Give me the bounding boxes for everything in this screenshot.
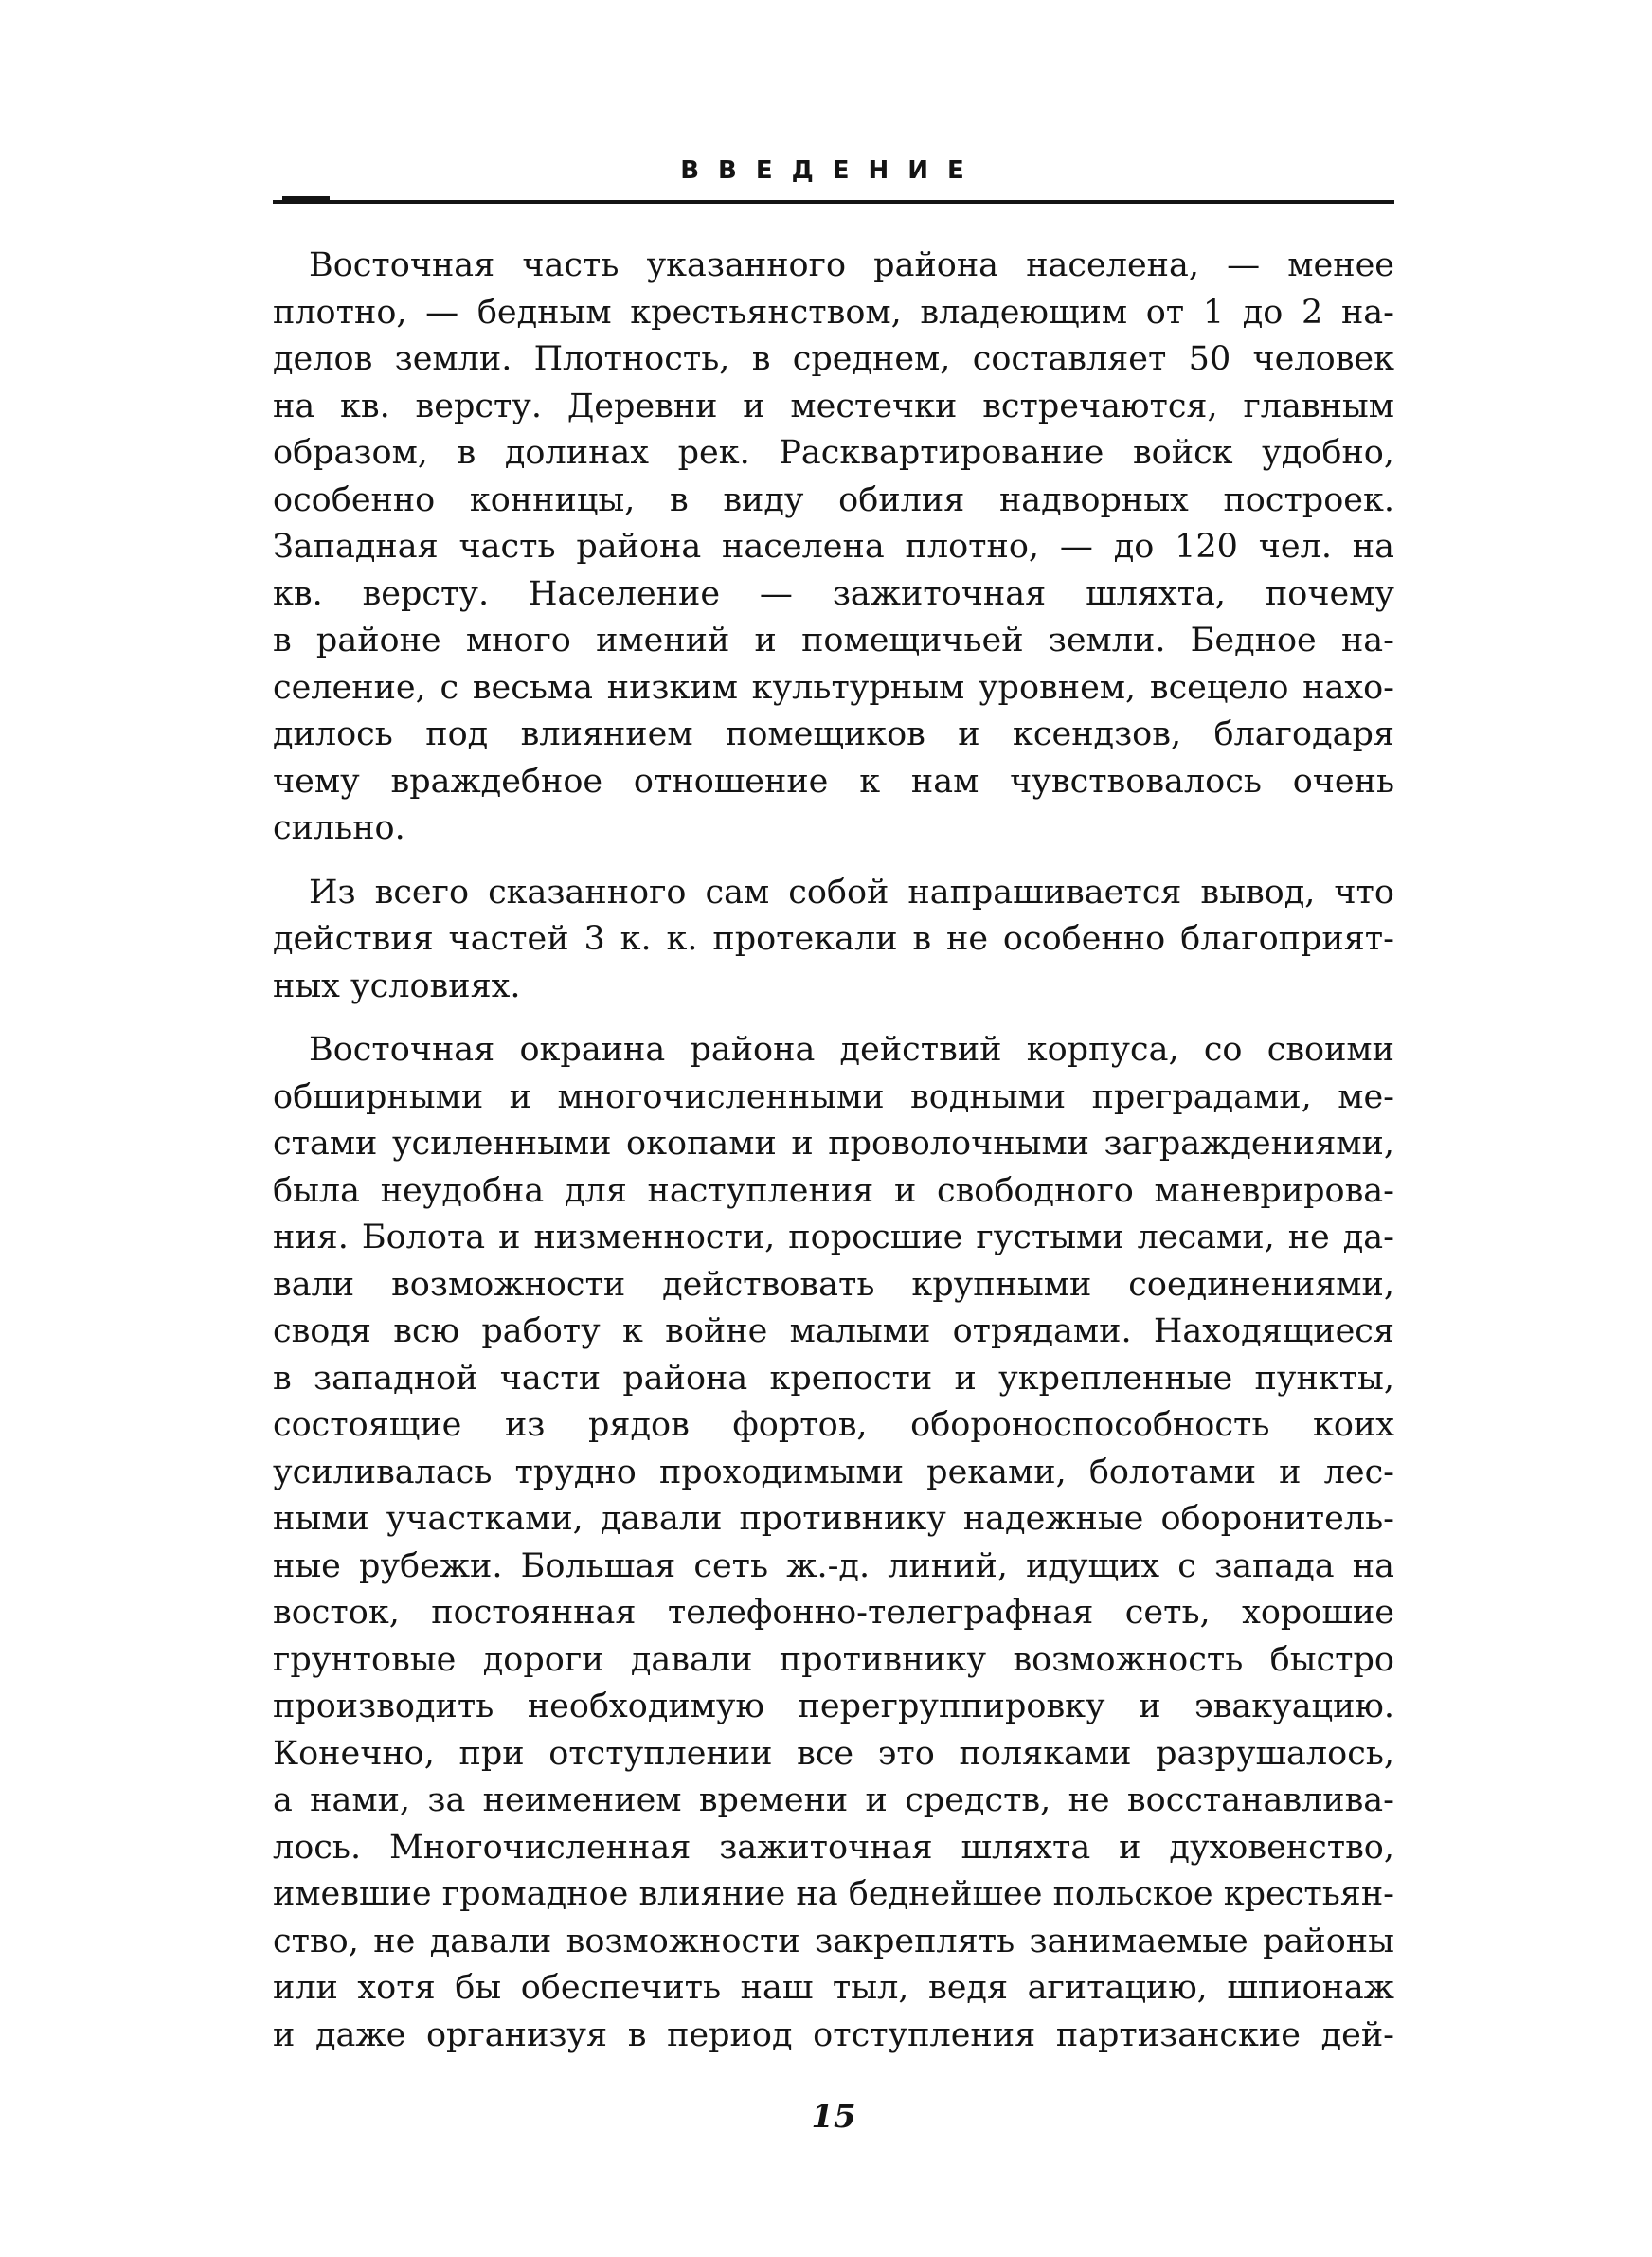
text-line: сильно.	[273, 809, 405, 847]
text-line: состоящие из рядов фортов, обороноспособность коих	[273, 1406, 1394, 1444]
text-line: в западной части района крепости и укрепленные пункты,	[273, 1359, 1394, 1398]
text-line: грунтовые дороги давали противнику возможность быстро	[273, 1640, 1394, 1679]
text-line: усиливалась трудно проходимыми реками, болотами и лес-	[273, 1453, 1394, 1491]
text-line: на кв. версту. Деревни и местечки встречаются, главным	[273, 387, 1394, 425]
running-title: ВВЕДЕНИЕ	[680, 156, 983, 185]
text-line: дилось под влиянием помещиков и ксендзов, благодаря	[273, 715, 1394, 753]
text-line: лось. Многочисленная зажиточная шляхта и духовенство,	[273, 1828, 1394, 1867]
text-line: имевшие громадное влияние на беднейшее польское крестьян-	[273, 1875, 1394, 1913]
text-line: ные рубежи. Большая сеть ж.-д. линий, идущих с запада на	[273, 1546, 1394, 1585]
text-line: плотно, — бедным крестьянством, владеющим от 1 до 2 на-	[273, 293, 1394, 332]
text-line: действия частей 3 к. к. протекали в не особенно благоприят-	[273, 920, 1394, 958]
text-line: а нами, за неимением времени и средств, не восстанавлива-	[273, 1781, 1394, 1819]
text-line: или хотя бы обеспечить наш тыл, ведя агитацию, шпионаж	[273, 1969, 1394, 2007]
text-line: ных условиях.	[273, 966, 521, 1005]
text-line: ство, не давали возможности закреплять занимаемые районы	[273, 1922, 1394, 1960]
text-line: селение, с весьма низким культурным уровнем, всецело нахо-	[273, 668, 1394, 707]
text-line: кв. версту. Население — зажиточная шляхта, почему	[273, 574, 1394, 613]
text-line: Из всего сказанного сам собой напрашивается вывод, что	[309, 873, 1394, 912]
paragraph-1	[273, 243, 1394, 853]
text-line: сводя всю работу к войне малыми отрядами. Находящиеся	[273, 1312, 1394, 1350]
text-line: Восточная часть указанного района населена, — менее	[309, 246, 1394, 284]
text-line: восток, постоянная телефонно-телеграфная сеть, хорошие	[273, 1594, 1394, 1632]
header-rule	[273, 200, 1394, 204]
text-line: производить необходимую перегруппировку и эвакуацию.	[273, 1688, 1394, 1725]
text-line: была неудобна для наступления и свободного маневрирова-	[273, 1171, 1394, 1210]
text-line: обширными и многочисленными водными преградами, ме-	[273, 1077, 1394, 1116]
text-line: чему враждебное отношение к нам чувствовалось очень	[273, 762, 1394, 801]
text-line: образом, в долинах рек. Расквартирование войск удобно,	[273, 434, 1394, 472]
header-rule-mark	[282, 196, 330, 203]
text-line: ния. Болота и низменности, поросшие густыми лесами, не да-	[273, 1219, 1394, 1256]
text-line: делов земли. Плотность, в среднем, составляет 50 человек	[273, 340, 1394, 378]
paragraph-3	[273, 1027, 1394, 2059]
text-line: и даже организуя в период отступления партизанские дей-	[273, 2015, 1394, 2054]
text-line: вали возможности действовать крупными соединениями,	[273, 1265, 1394, 1304]
text-line: особенно конницы, в виду обилия надворных построек.	[273, 480, 1394, 519]
paragraph-2	[273, 870, 1394, 1011]
page-number: 15	[811, 2098, 856, 2136]
body-text	[273, 243, 1394, 2059]
text-line: Восточная окраина района действий корпуса, со своими	[309, 1031, 1394, 1069]
text-line: Конечно, при отступлении все это поляками разрушалось,	[273, 1734, 1394, 1773]
text-line: Западная часть района населена плотно, — до 120 чел. на	[273, 528, 1394, 566]
text-line: в районе много имений и помещичьей земли. Бедное на-	[273, 622, 1394, 659]
text-line: ными участками, давали противнику надежные оборонитель-	[273, 1500, 1394, 1538]
text-line: стами усиленными окопами и проволочными заграждениями,	[273, 1125, 1394, 1163]
